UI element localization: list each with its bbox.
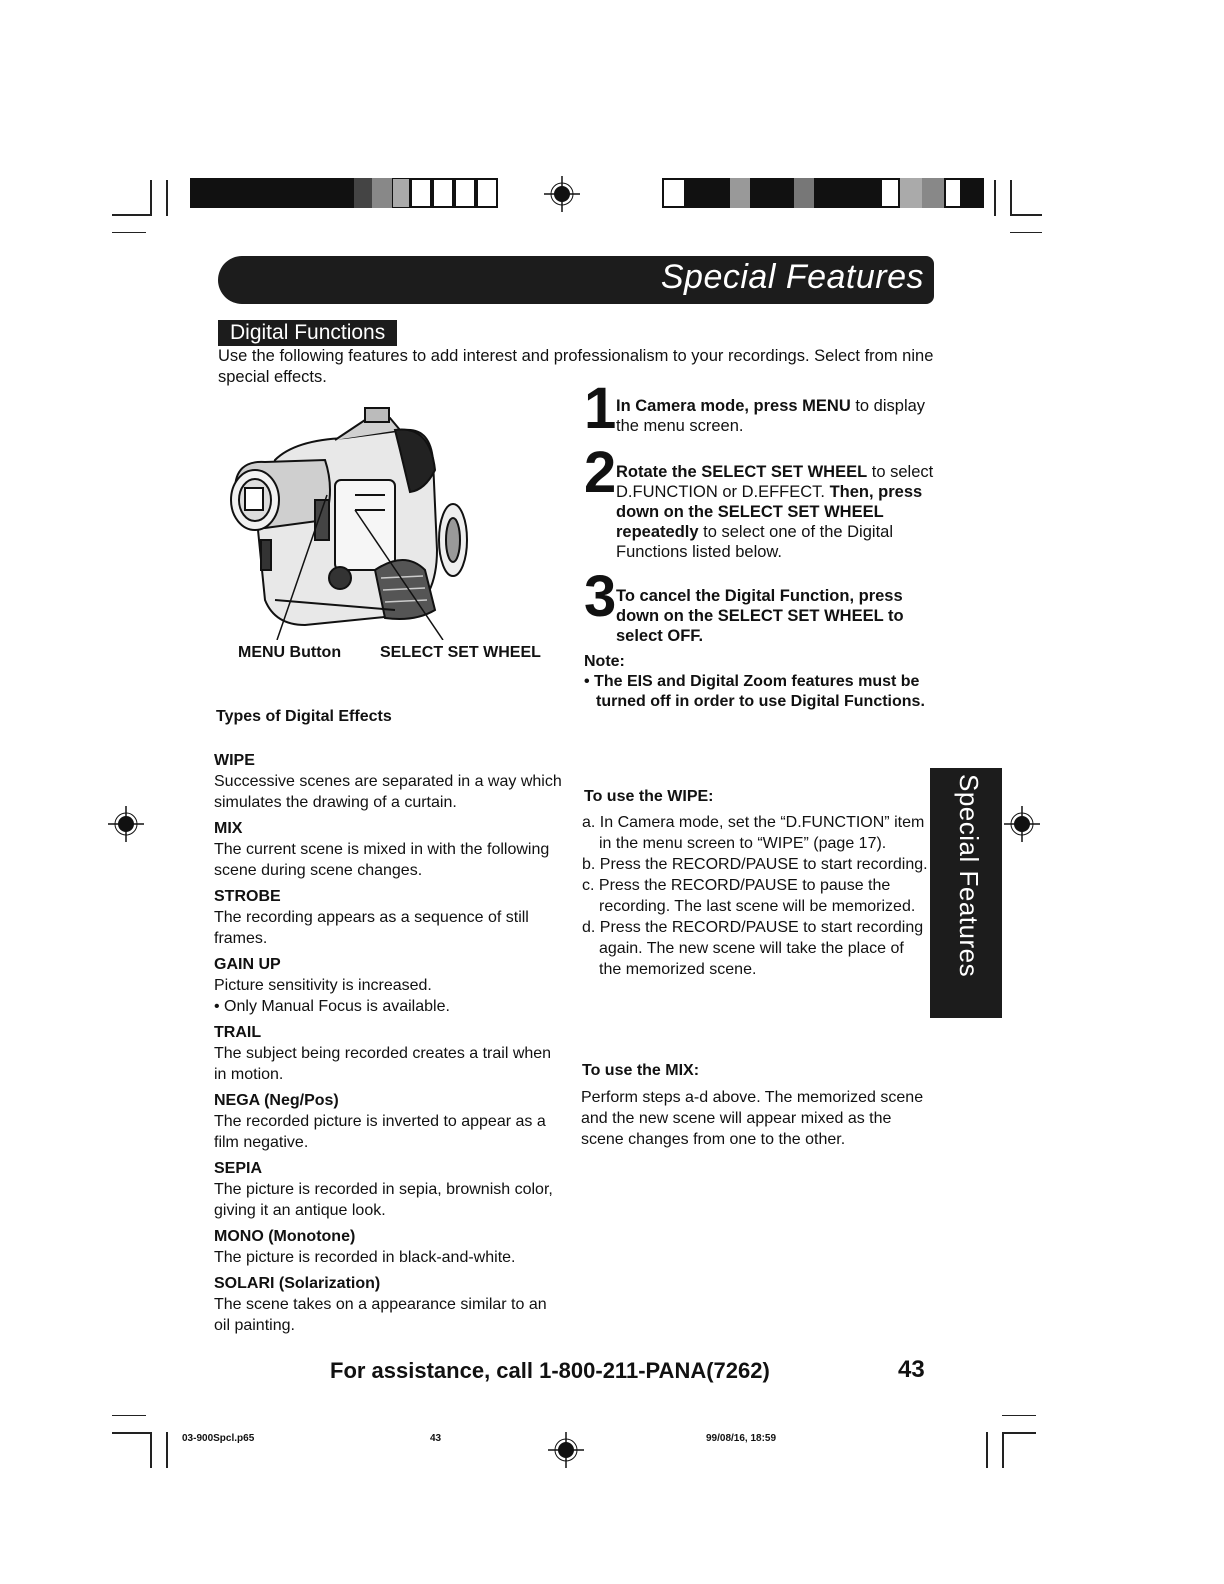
crop-mark — [1010, 214, 1042, 216]
effect-name: WIPE — [214, 752, 255, 769]
page-number: 43 — [898, 1356, 925, 1383]
effects-list — [214, 750, 564, 1341]
crop-mark — [112, 214, 150, 216]
page-title: Special Features — [660, 258, 924, 296]
assistance-line: For assistance, call 1-800-211-PANA(7262) — [330, 1358, 770, 1383]
slug-page: 43 — [430, 1433, 442, 1444]
step-2 — [584, 440, 944, 562]
step-instruction-2: Then, press down on the SELECT SET WHEEL repeatedly — [616, 483, 923, 541]
effect-description: The scene takes on a appearance similar to an oil painting. — [214, 1296, 547, 1334]
step-1 — [584, 376, 944, 441]
wipe-step: a. In Camera mode, set the “D.FUNCTION” item in the menu screen to “WIPE” (page 17). — [582, 814, 925, 852]
page-header-bar — [218, 256, 934, 304]
crop-mark — [112, 1415, 146, 1416]
effect-description: The picture is recorded in sepia, brownish color, giving it an antique look. — [214, 1181, 553, 1219]
crop-mark — [166, 1432, 168, 1468]
effect-item — [214, 1022, 564, 1085]
registration-mark-icon — [1004, 806, 1040, 842]
effect-item — [214, 954, 564, 1017]
effect-name: MONO (Monotone) — [214, 1228, 356, 1245]
mix-text: Perform steps a-d above. The memorized scene and the new scene will appear mixed as the scene changes from one to the other. — [581, 1089, 924, 1148]
effect-item — [214, 1090, 564, 1153]
effect-description: The recording appears as a sequence of still frames. — [214, 909, 529, 947]
effect-name: STROBE — [214, 888, 281, 905]
crop-mark — [1010, 232, 1042, 233]
crop-mark — [986, 1432, 988, 1468]
color-bar-right — [662, 178, 984, 208]
effect-item — [214, 1226, 564, 1268]
effect-name: SEPIA — [214, 1160, 263, 1177]
step-3 — [584, 564, 944, 646]
effect-item — [214, 750, 564, 813]
effect-item — [214, 1273, 564, 1336]
crop-mark — [112, 232, 146, 233]
effect-name: GAIN UP — [214, 956, 281, 973]
effect-name: TRAIL — [214, 1024, 262, 1041]
step-instruction: In Camera mode, press MENU — [616, 397, 851, 415]
wipe-step: b. Press the RECORD/PAUSE to start recording. — [582, 856, 928, 873]
side-tab — [930, 768, 1002, 1018]
mix-heading: To use the MIX: — [582, 1062, 700, 1079]
crop-mark — [994, 180, 996, 216]
note-block — [584, 652, 944, 712]
effect-description: Picture sensitivity is increased. — [214, 977, 432, 994]
side-tab-label: Special Features — [954, 774, 984, 978]
step-detail: to select D.FUNCTION or D.EFFECT. — [616, 463, 934, 501]
color-bar-left — [190, 178, 498, 208]
effect-item — [214, 818, 564, 881]
select-set-wheel-label: SELECT SET WHEEL — [380, 644, 541, 661]
crop-mark — [112, 1432, 150, 1434]
effects-heading: Types of Digital Effects — [216, 708, 392, 725]
wipe-step: d. Press the RECORD/PAUSE to start recording again. The new scene will take the place of the memorized scene. — [582, 919, 924, 978]
effect-description: The current scene is mixed in with the following scene during scene changes. — [214, 841, 550, 879]
slug-file: 03-900Spcl.p65 — [182, 1433, 255, 1444]
crop-mark — [150, 1432, 152, 1468]
effect-name: MIX — [214, 820, 243, 837]
crop-mark — [166, 180, 168, 216]
step-instruction: To cancel the Digital Function, press down on the SELECT SET WHEEL to select OFF. — [616, 587, 904, 645]
effect-item — [214, 1158, 564, 1221]
effect-description: The subject being recorded creates a trail when in motion. — [214, 1045, 552, 1083]
step-instruction: Rotate the SELECT SET WHEEL — [616, 463, 868, 481]
crop-mark — [1010, 180, 1012, 216]
registration-mark-icon — [108, 806, 144, 842]
effect-description: Successive scenes are separated in a way which simulates the drawing of a curtain. — [214, 773, 562, 811]
step-detail-2: to select one of the Digital Functions listed below. — [616, 523, 893, 561]
registration-mark-icon — [544, 176, 580, 212]
section-heading: Digital Functions — [218, 320, 397, 346]
effect-description: The picture is recorded in black-and-white. — [214, 1249, 516, 1266]
step-detail: to display the menu screen. — [616, 397, 926, 435]
note-text: • The EIS and Digital Zoom features must be turned off in order to use Digital Functions. — [584, 673, 925, 710]
registration-mark-icon — [548, 1432, 584, 1468]
wipe-heading: To use the WIPE: — [584, 788, 714, 805]
crop-mark — [1002, 1432, 1036, 1434]
effect-description: The recorded picture is inverted to appear as a film negative. — [214, 1113, 546, 1151]
step-number: 1 — [584, 376, 617, 441]
step-number: 3 — [584, 564, 617, 629]
effect-note: • Only Manual Focus is available. — [214, 998, 450, 1015]
camcorder-illustration-icon — [215, 400, 485, 640]
wipe-steps — [582, 812, 928, 980]
effect-name: SOLARI (Solarization) — [214, 1275, 381, 1292]
crop-mark — [1002, 1415, 1036, 1416]
crop-mark — [1002, 1432, 1004, 1468]
crop-mark — [150, 180, 152, 216]
effect-item — [214, 886, 564, 949]
menu-button-label: MENU Button — [238, 644, 342, 661]
note-label: Note: — [584, 653, 625, 670]
wipe-step: c. Press the RECORD/PAUSE to pause the recording. The last scene will be memorized. — [582, 877, 916, 915]
step-number: 2 — [584, 440, 617, 505]
slug-date: 99/08/16, 18:59 — [706, 1433, 777, 1444]
intro-text: Use the following features to add interest and professionalism to your recordings. Select from nine special effects. — [218, 347, 934, 386]
effect-name: NEGA (Neg/Pos) — [214, 1092, 339, 1109]
